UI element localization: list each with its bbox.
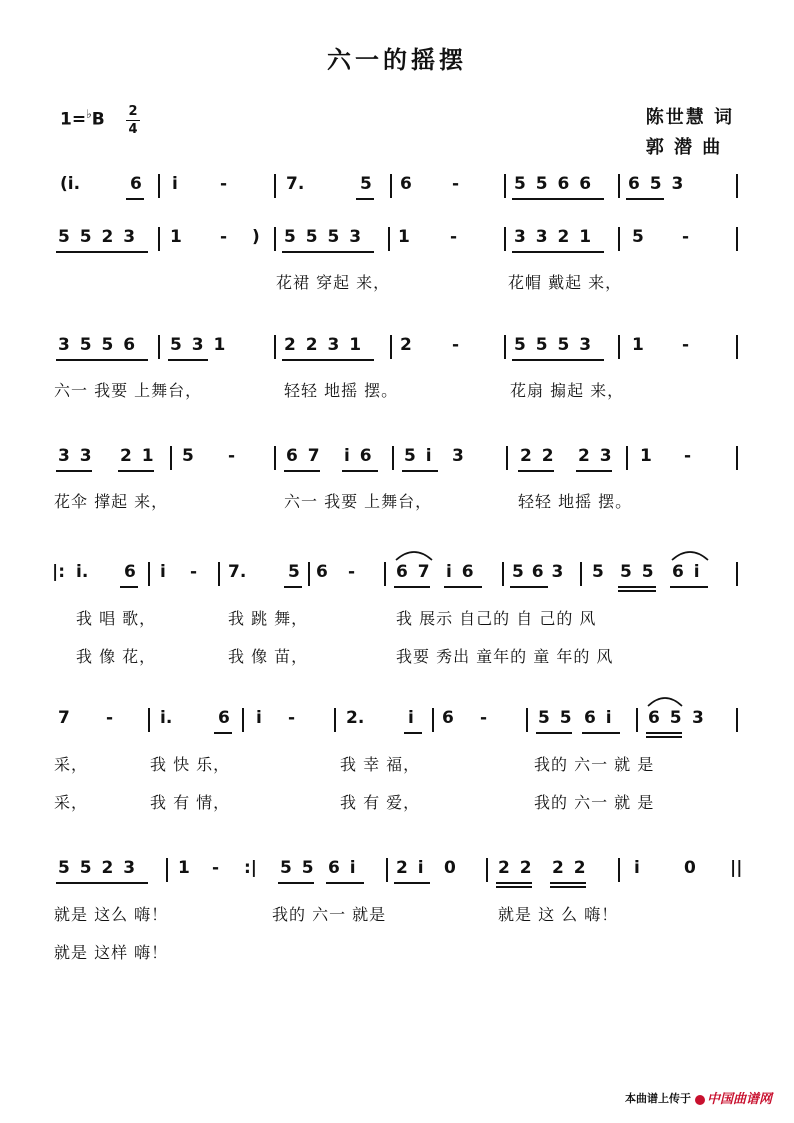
lyric-line-verse2: 我 有 爱， (340, 793, 421, 812)
dash: - (682, 227, 690, 247)
note: 1 (170, 227, 182, 247)
lyric-line: 花伞 撑起 来， (54, 492, 169, 511)
barline (218, 562, 220, 586)
note-group: 3 3 (58, 446, 94, 466)
barline (504, 174, 506, 198)
note: 5 (182, 446, 194, 466)
note-group: 6 7 (286, 446, 322, 466)
note-group: 2 i (396, 858, 426, 878)
paren: ) (252, 227, 260, 247)
note: 1 (632, 335, 644, 355)
note: i (256, 708, 262, 728)
note-group: 5 5 2 3 (58, 858, 138, 878)
note-group: 6 i (328, 858, 358, 878)
note-group: 5 i (404, 446, 434, 466)
note: 0 (684, 858, 696, 878)
note-group: 2 2 (552, 858, 588, 878)
barline (242, 708, 244, 732)
lyric-line-verse2: 我的 六一 就 是 (534, 793, 655, 812)
barline (148, 562, 150, 586)
lyric-line: 我 跳 舞， (228, 609, 309, 628)
barline (486, 858, 488, 882)
lyric-line: 花帽 戴起 来， (508, 273, 623, 292)
note: 5 (632, 227, 644, 247)
lyric-line-verse2: 我 有 情， (150, 793, 231, 812)
barline (166, 858, 168, 882)
barline (736, 174, 738, 198)
barline (502, 562, 504, 586)
dash: - (288, 708, 296, 728)
score-system-7 (52, 856, 742, 886)
footer (625, 1088, 772, 1107)
barline (526, 708, 528, 732)
score-system-3 (52, 333, 742, 363)
lyric-line: 花扇 搧起 来， (510, 381, 625, 400)
note: i (408, 708, 414, 728)
dash: - (450, 227, 458, 247)
note-group: 5 5 2 3 (58, 227, 138, 247)
lyric-line: 六一 我要 上舞台， (284, 492, 433, 511)
lyric-line: 我的 六一 就是 (272, 905, 387, 924)
site-logo[interactable]: 中国曲谱网 (695, 1088, 772, 1107)
note: 6 (218, 708, 230, 728)
note: 6 (400, 174, 412, 194)
song-title: 六一的摇摆 (327, 46, 467, 74)
lyric-line: 我 幸 福， (340, 755, 421, 774)
note: 6 (124, 562, 136, 582)
barline (736, 227, 738, 251)
lyric-line: 六一 我要 上舞台， (54, 381, 203, 400)
note-group: 5 5 (280, 858, 316, 878)
barline (736, 562, 738, 586)
flat-icon: ♭ (86, 107, 92, 121)
note-group: (i. (60, 174, 81, 194)
barline (580, 562, 582, 586)
note-group: 2 1 (120, 446, 156, 466)
note-group: 6 5 (648, 708, 684, 728)
note: i. (76, 562, 89, 582)
lyric-line-verse2: 我要 秀出 童年的 童 年的 风 (396, 647, 614, 666)
barline (618, 335, 620, 359)
note-group: 5 5 (538, 708, 574, 728)
barline (390, 174, 392, 198)
dash: - (212, 858, 220, 878)
lyric-line: 我的 六一 就 是 (534, 755, 655, 774)
repeat-end: :| (244, 858, 258, 878)
barline (158, 335, 160, 359)
note: 7. (286, 174, 305, 194)
note: 2 (400, 335, 412, 355)
final-barline: || (730, 858, 743, 878)
dash: - (190, 562, 198, 582)
note-group: 2 3 (578, 446, 614, 466)
score-system-1 (52, 172, 742, 202)
lyric-line: 采， (54, 755, 89, 774)
dash: - (682, 335, 690, 355)
dash: - (348, 562, 356, 582)
slur-icon (646, 694, 684, 708)
barline (506, 446, 508, 470)
barline (636, 708, 638, 732)
note: 3 (692, 708, 704, 728)
lyric-line-verse2: 我 像 苗， (228, 647, 309, 666)
time-signature: 2 4 (126, 104, 140, 137)
barline (618, 174, 620, 198)
lyricist-credit: 陈世慧 词 (645, 107, 734, 128)
note: 5 (360, 174, 372, 194)
dash: - (452, 335, 460, 355)
composer-credit: 郭 潜 曲 (645, 137, 723, 158)
note-group: 2 2 3 1 (284, 335, 364, 355)
note: 1 (398, 227, 410, 247)
note-group: 2 2 (520, 446, 556, 466)
note-group: 6 5 3 (628, 174, 686, 194)
barline (158, 227, 160, 251)
barline (626, 446, 628, 470)
barline (386, 858, 388, 882)
note-group: 5 3 1 (170, 335, 228, 355)
barline (736, 335, 738, 359)
footer-text: 本曲谱上传于 (624, 1091, 691, 1105)
dash: - (684, 446, 692, 466)
barline (384, 562, 386, 586)
note-group: i 6 (344, 446, 374, 466)
lyric-line: 花裙 穿起 来， (276, 273, 391, 292)
lyric-line-verse2: 采， (54, 793, 89, 812)
barline (274, 227, 276, 251)
barline (274, 174, 276, 198)
note-group: 3 5 5 6 (58, 335, 138, 355)
score-system-6 (52, 706, 742, 736)
note-group: 5 5 (620, 562, 656, 582)
note: 2. (346, 708, 365, 728)
barline (432, 708, 434, 732)
lyric-line: 我 快 乐， (150, 755, 231, 774)
barline (736, 708, 738, 732)
note: 3 (452, 446, 464, 466)
note: 7 (58, 708, 70, 728)
note: i (172, 174, 178, 194)
note: 5 (592, 562, 604, 582)
barline (736, 446, 738, 470)
slur-icon (394, 548, 434, 562)
barline (504, 335, 506, 359)
note: 7. (228, 562, 247, 582)
note: i (634, 858, 640, 878)
lyric-line: 轻轻 地摇 摆。 (518, 492, 633, 511)
barline (158, 174, 160, 198)
credits (646, 103, 734, 163)
lyric-line-verse2: 我 像 花， (76, 647, 157, 666)
dash: - (480, 708, 488, 728)
score-system-5 (52, 560, 742, 590)
barline (388, 227, 390, 251)
barline (334, 708, 336, 732)
barline (148, 708, 150, 732)
lyric-line: 就是 这么 嗨！ (54, 905, 169, 924)
note: 0 (444, 858, 456, 878)
note: i. (160, 708, 173, 728)
dash: - (106, 708, 114, 728)
note-group: 6 i (584, 708, 614, 728)
note: 1 (640, 446, 652, 466)
dash: - (220, 174, 228, 194)
score-system-2 (52, 225, 742, 255)
note-group: i 6 (446, 562, 476, 582)
score-system-4 (52, 444, 742, 474)
logo-icon (695, 1095, 705, 1105)
barline (618, 227, 620, 251)
note-group: 6 i (672, 562, 702, 582)
barline (618, 858, 620, 882)
dash: - (228, 446, 236, 466)
lyric-line: 我 展示 自己的 自 己的 风 (396, 609, 597, 628)
barline (274, 335, 276, 359)
barline (392, 446, 394, 470)
dash: - (220, 227, 228, 247)
note: 6 (316, 562, 328, 582)
repeat-start: |: (52, 562, 66, 582)
barline (390, 335, 392, 359)
barline (274, 446, 276, 470)
note-group: 5 5 5 3 (514, 335, 594, 355)
lyric-line: 我 唱 歌， (76, 609, 157, 628)
dash: - (452, 174, 460, 194)
note-group: 5 5 6 6 (514, 174, 594, 194)
note-group: 3 3 2 1 (514, 227, 594, 247)
note-group: 2 2 (498, 858, 534, 878)
note: 1 (178, 858, 190, 878)
note: i (160, 562, 166, 582)
note-group: 6 7 (396, 562, 432, 582)
barline (504, 227, 506, 251)
slur-icon (670, 548, 710, 562)
barline (170, 446, 172, 470)
note-group: 5 5 5 3 (284, 227, 364, 247)
note: 6 (130, 174, 142, 194)
note: 5 (288, 562, 300, 582)
lyric-line: 轻轻 地摇 摆。 (284, 381, 399, 400)
lyric-line-verse2: 就是 这样 嗨！ (54, 943, 169, 962)
note: 6 (442, 708, 454, 728)
barline (308, 562, 310, 586)
note-group: 5 6 3 (512, 562, 565, 582)
lyric-line: 就是 这 么 嗨！ (498, 905, 619, 924)
key-signature: 1=♭B (60, 107, 105, 130)
